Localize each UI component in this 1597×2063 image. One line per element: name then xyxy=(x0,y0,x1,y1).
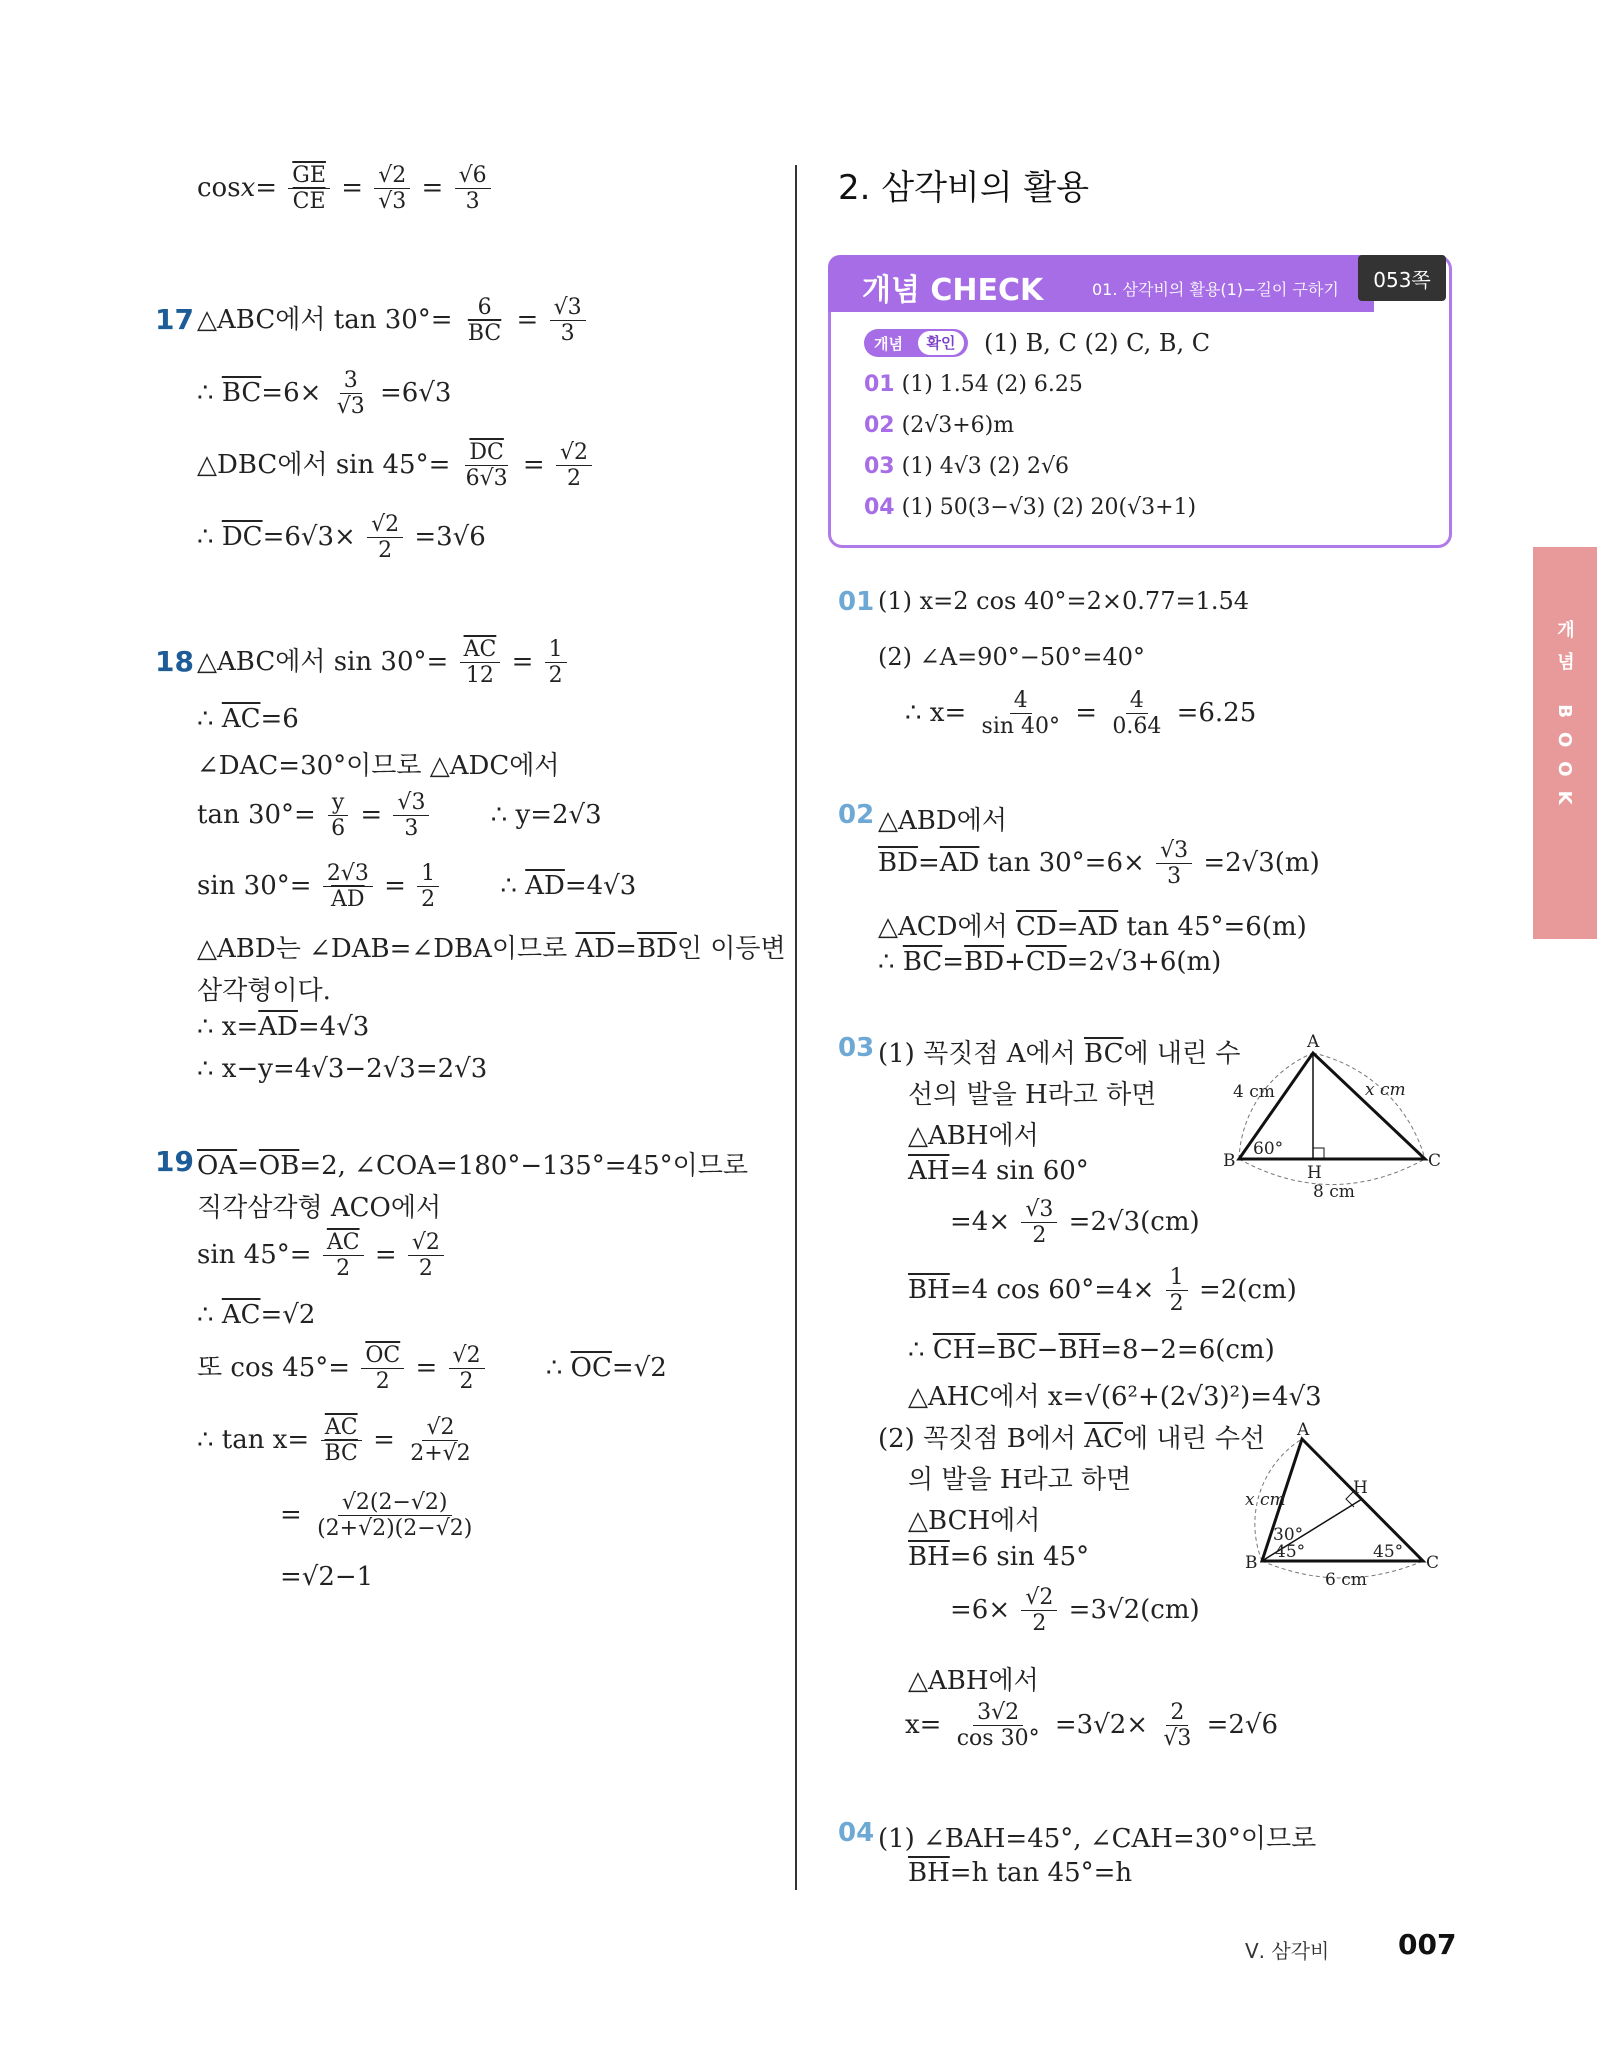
fraction xyxy=(408,1230,444,1282)
text: △DBC에서 sin 45°= xyxy=(197,449,451,480)
text: =h tan 45°=h xyxy=(949,1858,1133,1888)
text: =6× xyxy=(950,1594,1011,1625)
row-text: (2√3+6)m xyxy=(901,413,1015,438)
a03-line3: △ABH에서 xyxy=(908,1121,1039,1151)
page-number: 007 xyxy=(1398,1928,1457,1961)
a03-line7 xyxy=(908,1335,1275,1365)
vertex-label-h: H xyxy=(1307,1163,1322,1183)
text: = xyxy=(942,947,965,977)
a03-line9 xyxy=(878,1418,1265,1455)
fraction xyxy=(361,1343,404,1395)
text: = xyxy=(516,304,539,335)
denominator: CE xyxy=(292,189,326,215)
check-row xyxy=(864,454,1069,479)
text: $\overline{BC}$ xyxy=(902,947,943,977)
q18-line5 xyxy=(197,861,636,913)
q16-tail-equation xyxy=(197,163,494,215)
vertex-label-b: B xyxy=(1245,1553,1258,1573)
denominator: 3 xyxy=(404,816,419,842)
fraction xyxy=(464,295,505,347)
text: $\overline{AC}$ xyxy=(1084,1424,1123,1454)
text: sin 45°= xyxy=(197,1239,312,1270)
text: $\overline{BD}$ xyxy=(878,847,918,878)
text: $\overline{BH}$ xyxy=(908,1274,950,1305)
text: =2√6 xyxy=(1206,1709,1279,1740)
check-row xyxy=(864,413,1014,438)
a02-line4 xyxy=(878,947,1221,977)
numerator: $\overline{AC}$ xyxy=(460,637,501,663)
numerator: √3 xyxy=(550,295,586,321)
q17-line2 xyxy=(197,368,451,420)
vertex-label-c: C xyxy=(1426,1553,1440,1573)
a03-line2: 선의 발을 H라고 하면 xyxy=(908,1080,1157,1110)
numerator: $\overline{AC}$ xyxy=(323,1230,364,1256)
denominator: sin 40° xyxy=(981,714,1061,740)
denominator: 3 xyxy=(560,321,575,347)
numerator: √3 xyxy=(393,790,429,816)
text: ∴ x= xyxy=(197,1012,259,1042)
right-angle-mark xyxy=(1313,1148,1324,1159)
text: =3√2× xyxy=(1054,1709,1149,1740)
numerator: $\overline{OC}$ xyxy=(361,1343,404,1369)
a03-line1 xyxy=(878,1033,1240,1070)
angle-label: 60° xyxy=(1253,1139,1284,1159)
denominator: √3 xyxy=(1163,1726,1192,1752)
text: x= xyxy=(905,1709,942,1740)
numerator: 1 xyxy=(1166,1265,1188,1291)
text: = xyxy=(341,172,363,203)
text: (2) 꼭짓점 B에서 xyxy=(878,1424,1085,1454)
text: $\overline{CH}$ xyxy=(932,1335,976,1365)
numerator: 4 xyxy=(1010,688,1032,714)
row-number: 03 xyxy=(864,454,895,479)
fraction xyxy=(323,861,373,913)
text: sin 30°= xyxy=(197,870,312,901)
q19-line2: 직각삼각형 ACO에서 xyxy=(197,1193,442,1223)
numerator: 2√3 xyxy=(323,861,373,887)
text: ∴ tan x= xyxy=(197,1424,310,1455)
text: $\overline{BH}$ xyxy=(1058,1335,1101,1365)
side-label: 6 cm xyxy=(1325,1570,1367,1590)
vertex-label-b: B xyxy=(1223,1151,1236,1171)
numerator: 3√2 xyxy=(973,1700,1023,1726)
text: = xyxy=(917,847,940,878)
row-number: 04 xyxy=(864,495,895,520)
text: = xyxy=(373,1424,395,1455)
row-number: 01 xyxy=(864,372,895,397)
text: $\overline{BC}$ xyxy=(221,377,262,408)
text: ∴ xyxy=(545,1352,571,1383)
q19-line5 xyxy=(197,1343,667,1395)
fraction xyxy=(1159,1700,1195,1752)
text: 에 내린 수선 xyxy=(1122,1424,1266,1454)
a03-line14: △ABH에서 xyxy=(908,1666,1039,1696)
text: $\overline{BC}$ xyxy=(997,1335,1037,1365)
text: $\overline{AD}$ xyxy=(939,847,980,878)
text: = xyxy=(975,1335,998,1365)
numerator: √2 xyxy=(556,440,592,466)
q18-line2 xyxy=(197,704,299,734)
text: ∴ xyxy=(197,377,222,408)
fraction xyxy=(1166,1265,1188,1317)
denominator: 2+√2 xyxy=(410,1441,471,1467)
text: =3√6 xyxy=(414,521,486,552)
a02-line1: △ABD에서 xyxy=(878,806,1007,836)
concept-check-title: 개념 CHECK xyxy=(862,273,1044,308)
numerator: √3 xyxy=(1156,838,1192,864)
q19-line6 xyxy=(197,1415,478,1467)
q18-line6 xyxy=(197,928,786,965)
text: ∴ xyxy=(500,870,526,901)
denominator: cos 30° xyxy=(956,1726,1040,1752)
side-label: x cm xyxy=(1245,1490,1286,1510)
fraction xyxy=(323,1230,364,1282)
text: = xyxy=(360,799,383,830)
numerator: 1 xyxy=(545,637,567,663)
numerator: 4 xyxy=(1126,688,1148,714)
text: = xyxy=(511,646,534,677)
text: $\overline{AC}$ xyxy=(221,1300,261,1330)
a03-line5 xyxy=(950,1197,1200,1249)
side-tab-label: 개념 BOOK xyxy=(1554,620,1575,819)
text: $\overline{DC}$ xyxy=(221,521,263,552)
answer-number-02: 02 xyxy=(838,800,875,830)
numerator: √2 xyxy=(1021,1585,1057,1611)
denominator: 2 xyxy=(1169,1291,1184,1317)
a03-line13 xyxy=(950,1585,1200,1637)
text: =2√3(m) xyxy=(1203,847,1320,878)
fraction xyxy=(327,790,349,842)
fraction xyxy=(367,512,403,564)
text: △ABC에서 sin 30°= xyxy=(197,646,449,677)
denominator: 6 xyxy=(331,816,346,842)
numerator: $\overline{DC}$ xyxy=(465,440,507,466)
text: = xyxy=(237,1151,259,1181)
fraction xyxy=(556,440,592,492)
answer-number-04: 04 xyxy=(838,1818,875,1848)
text: =6 sin 45° xyxy=(949,1542,1090,1572)
denominator: AD xyxy=(331,887,365,913)
text: =√2 xyxy=(260,1300,316,1330)
numerator: √2 xyxy=(449,1343,485,1369)
text: $\overline{OB}$ xyxy=(258,1151,300,1181)
vertex-label-a: A xyxy=(1307,1032,1320,1052)
numerator: √2 xyxy=(422,1415,458,1441)
answer-number-01: 01 xyxy=(838,587,875,617)
text: =6√3 xyxy=(379,377,452,408)
side-label: 4 cm xyxy=(1233,1082,1275,1102)
vertex-label-h: H xyxy=(1353,1478,1368,1498)
fraction xyxy=(545,637,567,689)
text: =4√3 xyxy=(564,870,637,901)
text: =2√3+6(m) xyxy=(1066,947,1222,977)
text: =4 sin 60° xyxy=(949,1156,1089,1186)
denominator: 6√3 xyxy=(465,466,508,492)
q19-line3 xyxy=(197,1230,447,1282)
concept-check-subtitle: 01. 삼각비의 활용(1)−길이 구하기 xyxy=(1092,280,1339,299)
text: = xyxy=(255,172,278,203)
answer-number-03: 03 xyxy=(838,1033,875,1063)
triangle-figure-2 xyxy=(1245,1420,1445,1590)
fraction xyxy=(417,861,439,913)
row-text: (1) 1.54 (2) 6.25 xyxy=(901,372,1083,397)
text: =3√2(cm) xyxy=(1068,1594,1200,1625)
column-divider xyxy=(795,165,797,1890)
q19-line7 xyxy=(280,1490,479,1542)
a03-line12 xyxy=(908,1542,1089,1572)
q17-line3 xyxy=(197,440,595,492)
text: $\overline{AH}$ xyxy=(908,1156,950,1186)
dimension-arc xyxy=(1239,1159,1425,1185)
numerator: y xyxy=(328,790,348,816)
numerator: √2 xyxy=(367,512,403,538)
fraction xyxy=(288,163,330,215)
fraction xyxy=(1156,838,1192,890)
fraction xyxy=(374,163,410,215)
row-text: (1) 50(3−√3) (2) 20(√3+1) xyxy=(901,495,1197,520)
text: − xyxy=(1036,1335,1059,1365)
text: $\overline{BC}$ xyxy=(1083,1039,1124,1069)
numerator: 3 xyxy=(340,368,362,394)
text: $\overline{BD}$ xyxy=(636,934,677,964)
text: $\overline{AD}$ xyxy=(1078,912,1119,942)
fraction xyxy=(1108,688,1165,740)
a01-line1: (1) x=2 cos 40°=2×0.77=1.54 xyxy=(878,587,1250,615)
text: =4√3 xyxy=(297,1012,370,1042)
fraction xyxy=(1021,1197,1057,1249)
a03-line4 xyxy=(908,1156,1089,1186)
a03-line10: 의 발을 H라고 하면 xyxy=(908,1465,1132,1495)
text: 또 cos 45°= xyxy=(197,1352,351,1383)
numerator: √2(2−√2) xyxy=(338,1490,452,1516)
q18-line3: ∠DAC=30°이므로 △ADC에서 xyxy=(197,751,560,781)
denominator: 3 xyxy=(465,189,480,215)
numerator: $\overline{GE}$ xyxy=(288,163,330,189)
text: = xyxy=(280,1499,302,1530)
text: $\overline{OC}$ xyxy=(570,1352,612,1383)
text: $\overline{AD}$ xyxy=(258,1012,298,1042)
denominator: 2 xyxy=(378,538,393,564)
badge-label: 개념 xyxy=(874,335,903,353)
text: =2, ∠COA=180°−135°=45°이므로 xyxy=(299,1151,748,1181)
page-reference-badge: 053쪽 xyxy=(1358,255,1446,301)
text: ∴ y=2√3 xyxy=(490,799,602,830)
text: ∴ xyxy=(197,1300,222,1330)
q19-line4 xyxy=(197,1300,315,1330)
a02-line3 xyxy=(878,906,1307,943)
fraction xyxy=(1021,1585,1057,1637)
fraction xyxy=(393,790,429,842)
text: 인 이등변 xyxy=(676,934,786,964)
problem-number-17: 17 xyxy=(155,303,194,336)
denominator: 3 xyxy=(1167,864,1182,890)
fraction xyxy=(978,688,1064,740)
text: = xyxy=(384,870,406,901)
angle-label: 45° xyxy=(1275,1542,1306,1562)
text: + xyxy=(1004,947,1026,977)
text: cos xyxy=(197,172,241,203)
text: ∴ xyxy=(197,704,222,734)
text: 에 내린 수 xyxy=(1123,1039,1241,1069)
fraction xyxy=(455,163,491,215)
denominator: 2 xyxy=(566,466,581,492)
a03-line6 xyxy=(908,1265,1297,1317)
side-label: 8 cm xyxy=(1313,1182,1355,1202)
a03-line15 xyxy=(905,1700,1278,1752)
side-label: x cm xyxy=(1365,1080,1406,1100)
text: $\overline{BH}$ xyxy=(908,1542,950,1572)
text: =4× xyxy=(950,1206,1011,1237)
numerator: √2 xyxy=(374,163,410,189)
a01-line2: (2) ∠A=90°−50°=40° xyxy=(878,643,1146,671)
a04-line2 xyxy=(908,1858,1132,1888)
text: (1) 꼭짓점 A에서 xyxy=(878,1039,1084,1069)
text: $\overline{OA}$ xyxy=(197,1151,238,1181)
denominator: √3 xyxy=(336,394,365,420)
denominator: 2 xyxy=(336,1256,351,1282)
q18-line7: 삼각형이다. xyxy=(197,976,331,1006)
text: ∴ xyxy=(878,947,903,977)
row-text: (1) 4√3 (2) 2√6 xyxy=(901,454,1069,479)
text: = xyxy=(421,172,444,203)
vertex-label-a: A xyxy=(1297,1420,1310,1440)
denominator: BC xyxy=(324,1441,358,1467)
fraction xyxy=(313,1490,476,1542)
fraction xyxy=(320,1415,361,1467)
denominator: 12 xyxy=(465,663,494,689)
text: =2(cm) xyxy=(1198,1274,1297,1305)
a01-line3 xyxy=(905,688,1256,740)
denominator: 2 xyxy=(548,663,563,689)
a03-line11: △BCH에서 xyxy=(908,1506,1041,1536)
denominator: 0.64 xyxy=(1112,714,1162,740)
text: =8−2=6(cm) xyxy=(1100,1335,1275,1365)
q19-line8: =√2−1 xyxy=(280,1562,374,1592)
numerator: 2 xyxy=(1166,1700,1188,1726)
text: △ABD는 ∠DAB=∠DBA이므로 xyxy=(197,934,576,964)
denominator: BC xyxy=(467,321,502,347)
text: x xyxy=(240,172,256,203)
text: = xyxy=(1075,697,1098,728)
vertex-label-c: C xyxy=(1428,1151,1442,1171)
denominator: √3 xyxy=(378,189,407,215)
denominator: 2 xyxy=(418,1256,433,1282)
text: △ABC에서 tan 30°= xyxy=(197,304,453,335)
angle-label: 30° xyxy=(1273,1525,1304,1545)
numerator: $\overline{AC}$ xyxy=(321,1415,362,1441)
text: =4 cos 60°=4× xyxy=(949,1274,1155,1305)
a02-line2 xyxy=(878,838,1320,890)
q18-line1 xyxy=(197,637,570,689)
fraction xyxy=(550,295,586,347)
fraction xyxy=(449,1343,485,1395)
section-title: 2. 삼각비의 활용 xyxy=(838,168,1090,208)
numerator: 6 xyxy=(474,295,496,321)
text: = xyxy=(415,1352,438,1383)
text: $\overline{BH}$ xyxy=(908,1858,950,1888)
triangle-figure-1 xyxy=(1223,1032,1450,1202)
a03-line8: △AHC에서 x=√(6²+(2√3)²)=4√3 xyxy=(908,1382,1322,1412)
footer-chapter-label: Ⅴ. 삼각비 xyxy=(1245,1939,1330,1963)
problem-number-19: 19 xyxy=(155,1145,194,1178)
text: $\overline{AD}$ xyxy=(525,870,565,901)
q18-line9: ∴ x−y=4√3−2√3=2√3 xyxy=(197,1054,488,1084)
fraction xyxy=(406,1415,474,1467)
text: = xyxy=(522,449,545,480)
text: $\overline{AD}$ xyxy=(575,934,616,964)
text: = xyxy=(1056,912,1079,942)
text: ∴ xyxy=(197,521,222,552)
numerator: √3 xyxy=(1021,1197,1057,1223)
q17-line1 xyxy=(197,295,589,347)
check-row xyxy=(864,372,1083,397)
text: $\overline{CD}$ xyxy=(1016,912,1057,942)
q17-line4 xyxy=(197,512,486,564)
q18-line4 xyxy=(197,790,602,842)
text: ∴ x= xyxy=(905,697,967,728)
denominator: 2 xyxy=(421,887,436,913)
angle-label: 45° xyxy=(1373,1542,1404,1562)
text: = xyxy=(615,934,637,964)
row-number: 02 xyxy=(864,413,895,438)
text: =6√3× xyxy=(262,521,356,552)
text: $\overline{CD}$ xyxy=(1025,947,1067,977)
denominator: 2 xyxy=(1032,1223,1047,1249)
text: $\overline{BD}$ xyxy=(964,947,1005,977)
text: =6× xyxy=(261,377,322,408)
a04-line1: (1) ∠BAH=45°, ∠CAH=30°이므로 xyxy=(878,1824,1317,1854)
text: = xyxy=(374,1239,397,1270)
problem-number-18: 18 xyxy=(155,645,194,678)
numerator: 1 xyxy=(417,861,439,887)
denominator: 2 xyxy=(459,1369,474,1395)
q18-line8 xyxy=(197,1012,369,1042)
text: =6 xyxy=(260,704,299,734)
text: tan 30°= xyxy=(197,799,316,830)
text: $\overline{AC}$ xyxy=(221,704,261,734)
fraction xyxy=(333,368,369,420)
check-row xyxy=(864,495,1196,520)
fraction xyxy=(953,1700,1044,1752)
denominator: 2 xyxy=(1032,1611,1047,1637)
numerator: √2 xyxy=(408,1230,444,1256)
text: tan 30°=6× xyxy=(979,847,1145,878)
badge-label: 확인 xyxy=(918,331,964,355)
text: =6.25 xyxy=(1176,697,1257,728)
text: tan 45°=6(m) xyxy=(1118,912,1307,942)
denominator: 2 xyxy=(375,1369,390,1395)
text: =√2 xyxy=(611,1352,667,1383)
q19-line1 xyxy=(197,1145,748,1182)
text: ∴ xyxy=(908,1335,933,1365)
text: △ACD에서 xyxy=(878,912,1017,942)
denominator: (2+√2)(2−√2) xyxy=(317,1516,473,1542)
check-line0: (1) B, C (2) C, B, C xyxy=(984,329,1211,357)
text: =2√3(cm) xyxy=(1068,1206,1200,1237)
fraction xyxy=(462,440,512,492)
numerator: √6 xyxy=(455,163,491,189)
fraction xyxy=(460,637,501,689)
